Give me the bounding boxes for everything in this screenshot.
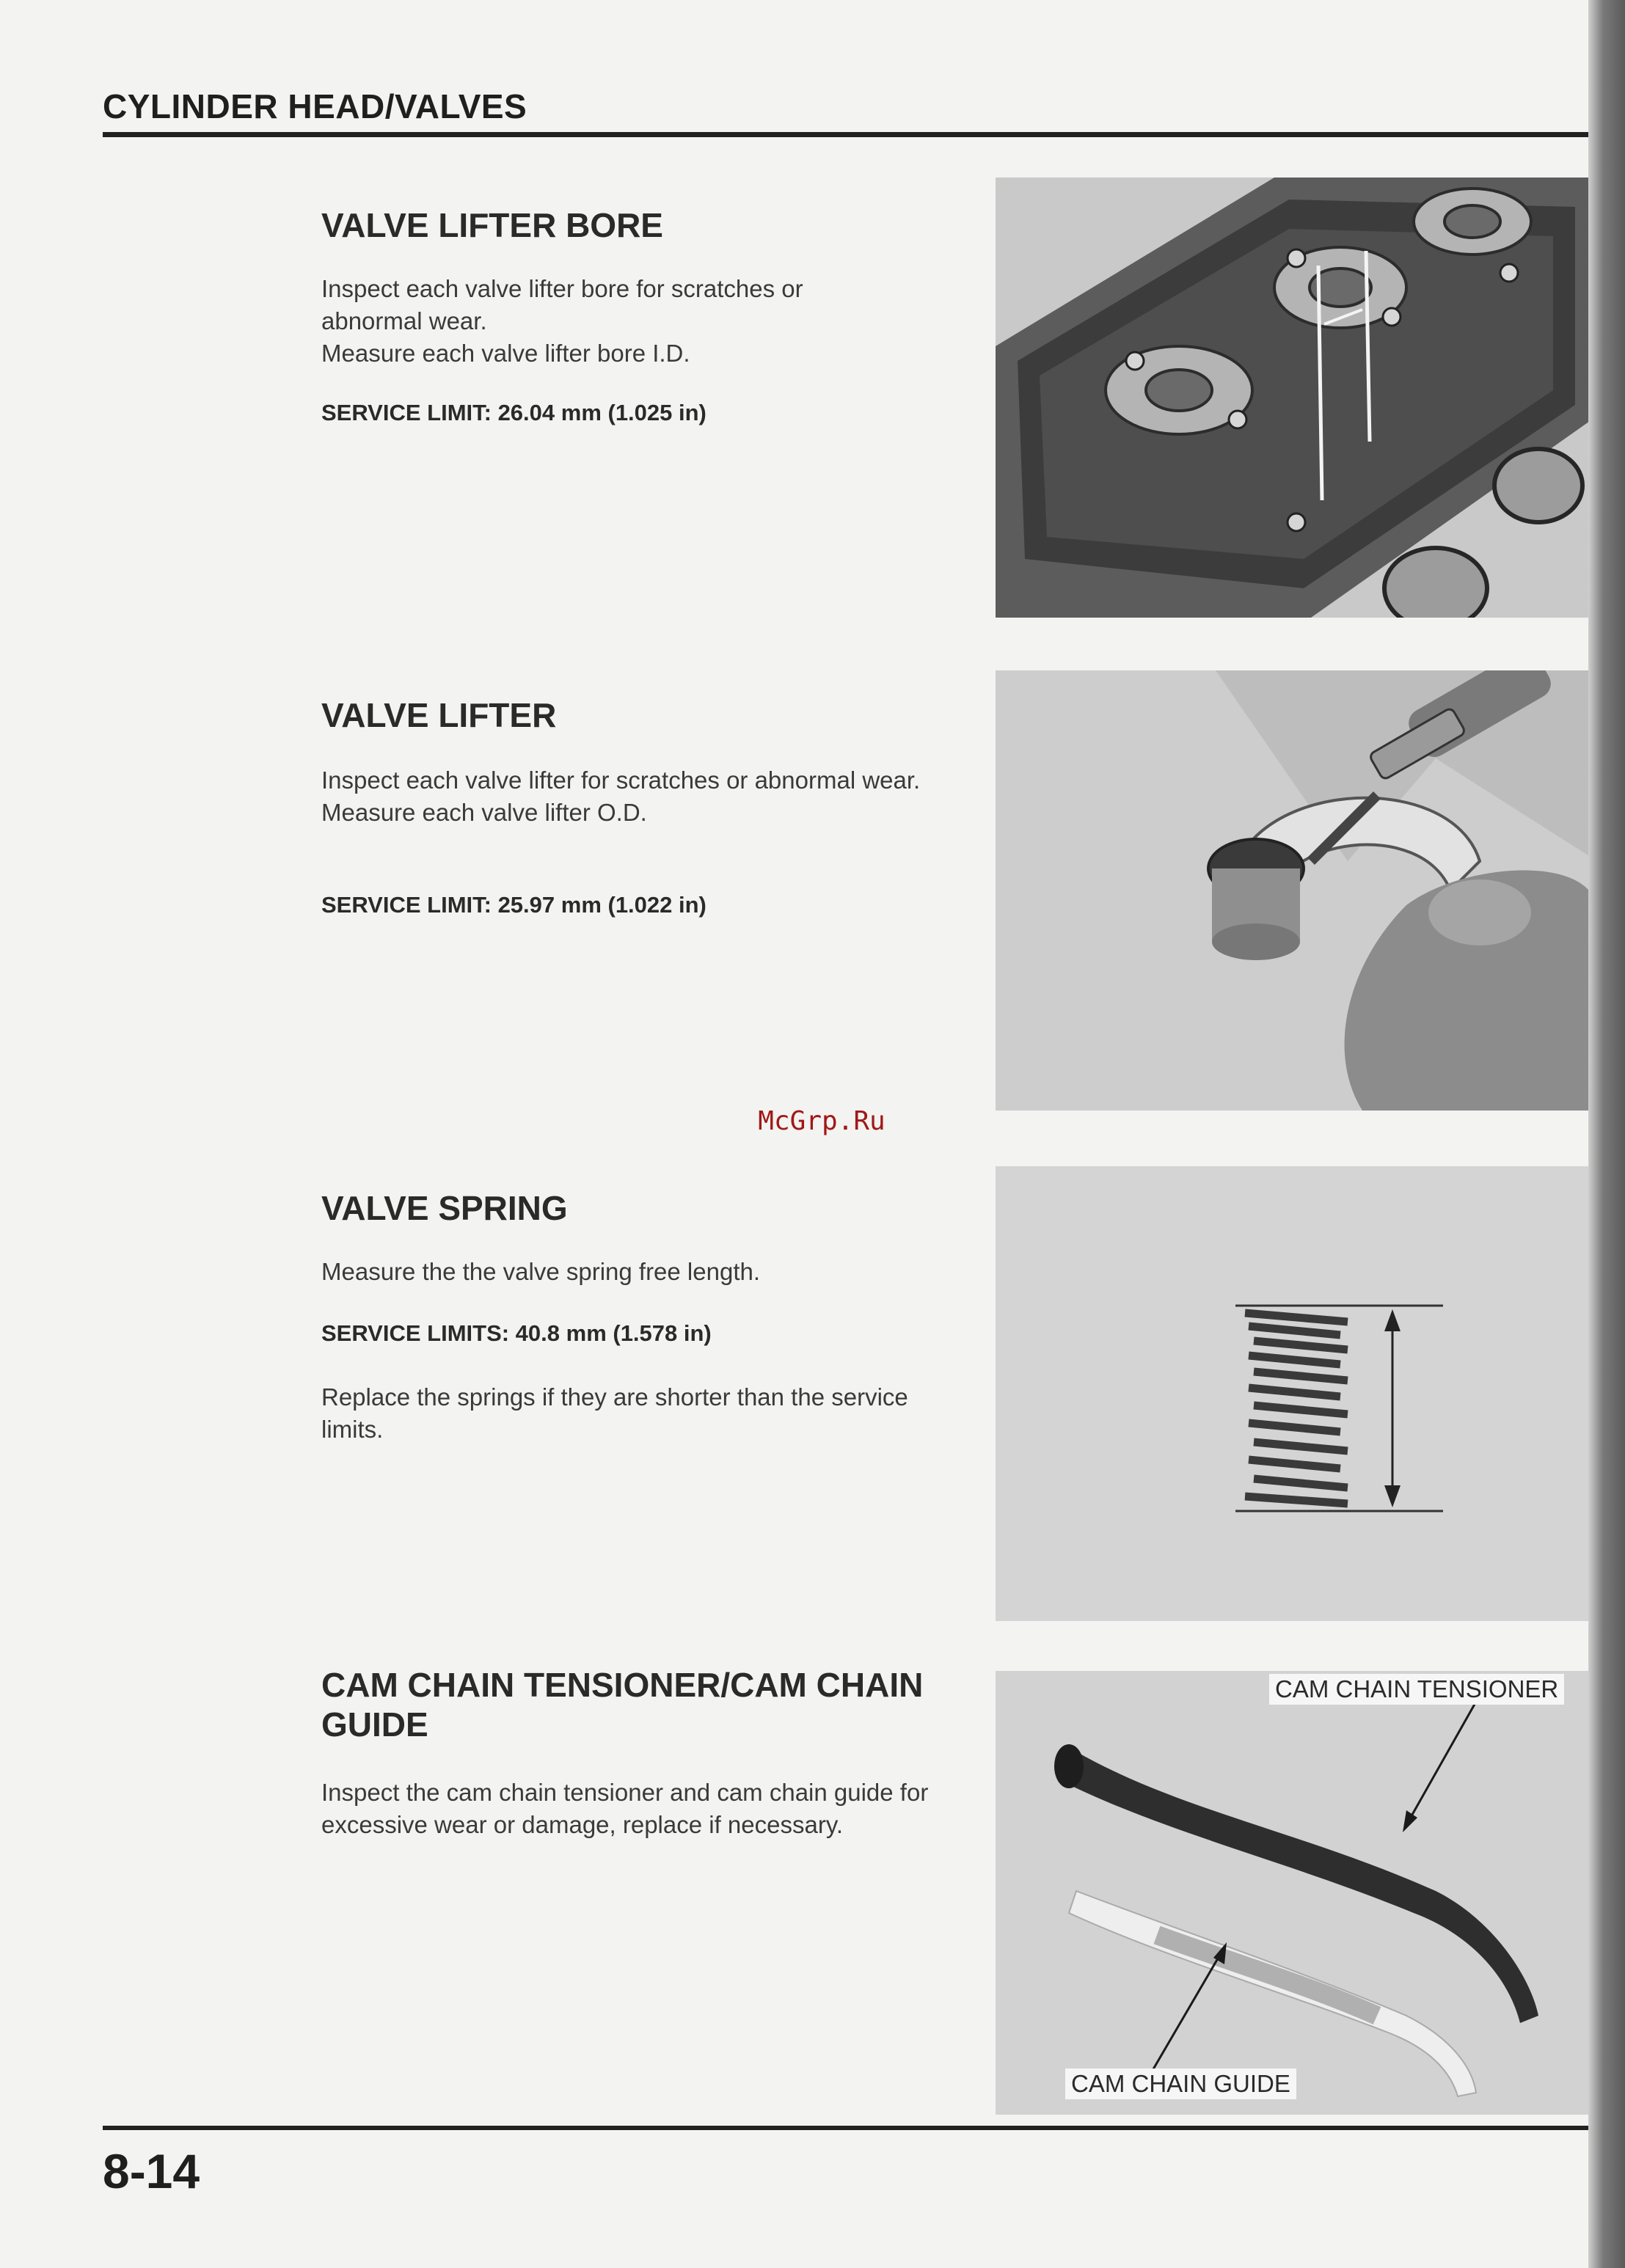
body-line: Measure each valve lifter bore I.D. (321, 340, 690, 367)
photo-valve-spring (996, 1166, 1597, 1621)
footer-rule (103, 2126, 1596, 2130)
section-body-valve-spring (321, 1256, 963, 1288)
scan-edge-shadow (1588, 0, 1625, 2268)
section-body-cam-chain (321, 1777, 982, 1841)
section-body-valve-lifter-bore (321, 273, 908, 370)
callout-cam-chain-guide: CAM CHAIN GUIDE (1065, 2068, 1296, 2099)
page-number: 8-14 (103, 2144, 200, 2198)
callout-cam-chain-tensioner: CAM CHAIN TENSIONER (1269, 1674, 1564, 1705)
section-heading-valve-spring: VALVE SPRING (321, 1189, 568, 1227)
body-line: Measure the the valve spring free length. (321, 1258, 761, 1285)
section-heading-valve-lifter: VALVE LIFTER (321, 696, 557, 734)
page-section-title: CYLINDER HEAD/VALVES (103, 87, 527, 125)
section-body-valve-lifter (321, 764, 963, 829)
body-line: Inspect the cam chain tensioner and cam chain guide for excessive wear or damage, replace if necessary. (321, 1779, 929, 1838)
section-heading-valve-lifter-bore: VALVE LIFTER BORE (321, 206, 663, 244)
valve-spring-note: Replace the springs if they are shorter than the service limits. (321, 1383, 908, 1443)
section-heading-cam-chain: CAM CHAIN TENSIONER/CAM CHAIN GUIDE (321, 1666, 924, 1744)
photo-cylinder-head (996, 178, 1592, 618)
service-limit-valve-lifter-bore: SERVICE LIMIT: 26.04 mm (1.025 in) (321, 400, 706, 425)
photo-cam-chain-parts (996, 1671, 1596, 2115)
body-line: Measure each valve lifter O.D. (321, 799, 647, 826)
body-line: Inspect each valve lifter for scratches or abnormal wear. (321, 767, 921, 794)
photo-valve-lifter-micrometer (996, 670, 1597, 1111)
watermark: McGrp.Ru (758, 1106, 885, 1136)
body-line: Inspect each valve lifter bore for scratches or abnormal wear. (321, 275, 803, 334)
service-limit-valve-lifter: SERVICE LIMIT: 25.97 mm (1.022 in) (321, 892, 706, 918)
header-rule (103, 132, 1621, 137)
service-limit-valve-spring: SERVICE LIMITS: 40.8 mm (1.578 in) (321, 1320, 712, 1346)
